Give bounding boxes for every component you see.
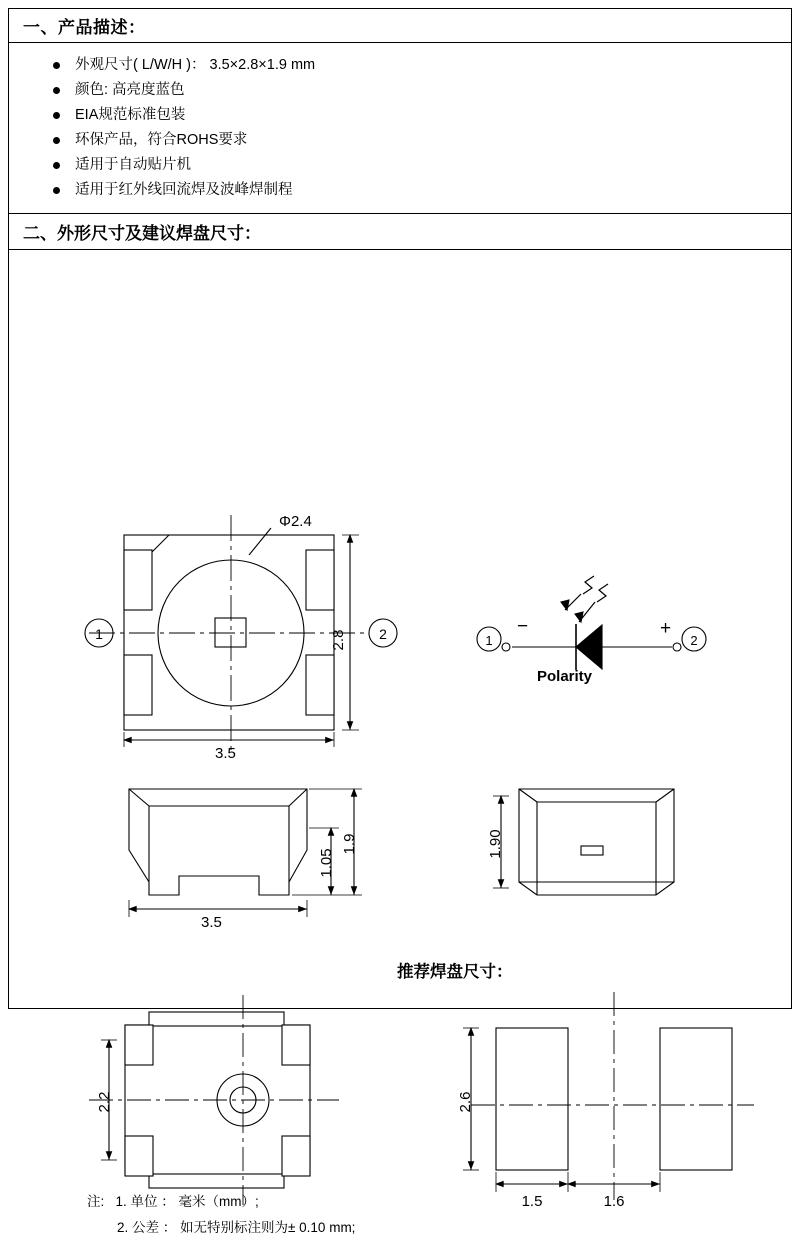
notes-item-2: 2. 公差 ： 如无特别标注则为± 0.10 mm; [117,1220,356,1235]
bullet-dot-icon [53,187,60,194]
bullet-dot-icon [53,62,60,69]
section-2-title: 外形尺寸及建议焊盘尺寸： [57,224,261,243]
bullet-dot-icon [53,162,60,169]
bullet-dot-icon [53,87,60,94]
top-view-height-label: 2.8 [330,629,347,651]
list-item-label: 颜色: 高亮度蓝色 [75,82,185,98]
list-item-label: EIA规范标准包装 [75,107,186,123]
bottom-view-group [89,995,339,1205]
pad-gap-label: 1.6 [603,1193,625,1210]
pad-layout-group [463,992,754,1200]
polarity-diagram-group [477,576,706,670]
polarity-minus-label: − [517,616,529,637]
end-view-height-label: 1.90 [487,829,504,859]
section-1-header [9,9,791,43]
list-item [75,178,791,203]
polarity-pin-1-label: 1 [485,633,493,648]
list-item-label: 外观尺寸( L/W/H )： 3.5×2.8×1.9 mm [75,57,316,73]
list-item [75,103,791,128]
pin-1-label: 1 [95,626,103,642]
side-view-width-label: 3.5 [201,914,222,931]
side-view-total-height-label: 1.9 [341,833,358,855]
pad-height-label: 2.6 [457,1091,474,1113]
mechanical-drawing-area [9,250,791,1235]
pin-2-label: 2 [379,626,387,642]
section-2-number: 二、 [23,224,57,243]
notes-line-1 [87,1190,259,1210]
top-view-group [85,515,397,750]
product-description-list [9,53,791,203]
list-item [75,153,791,178]
notes-label: 注: [87,1194,105,1209]
polarity-pin-2-label: 2 [690,633,698,648]
bullet-dot-icon [53,112,60,119]
section-1-title: 产品描述： [58,18,146,37]
list-item [75,128,791,153]
bottom-view-height-label: 2.2 [96,1091,113,1113]
lens-diameter-label: Φ2.4 [279,513,312,530]
list-item-label: 适用于自动贴片机 [75,157,191,173]
notes-item-1: 1. 单位 ： 毫米（mm）; [115,1194,259,1209]
section-2-header [9,214,791,250]
list-item-label: 环保产品，符合ROHS要求 [75,132,248,148]
list-item [75,78,791,103]
end-view-group [493,789,674,895]
datasheet-page [8,8,792,1235]
section-1-number: 一、 [23,18,58,37]
pad-width-label: 1.5 [521,1193,543,1210]
notes-line-2 [117,1216,355,1236]
side-view-body-height-label: 1.05 [318,848,335,878]
top-view-width-label: 3.5 [215,745,236,762]
pad-section-title: 推荐焊盘尺寸： [397,963,513,981]
section-1-body [9,43,791,214]
bullet-dot-icon [53,137,60,144]
list-item-label: 适用于红外线回流焊及波峰焊制程 [75,182,293,198]
list-item [75,53,791,78]
polarity-plus-label: + [660,618,672,639]
polarity-caption: Polarity [537,668,593,685]
